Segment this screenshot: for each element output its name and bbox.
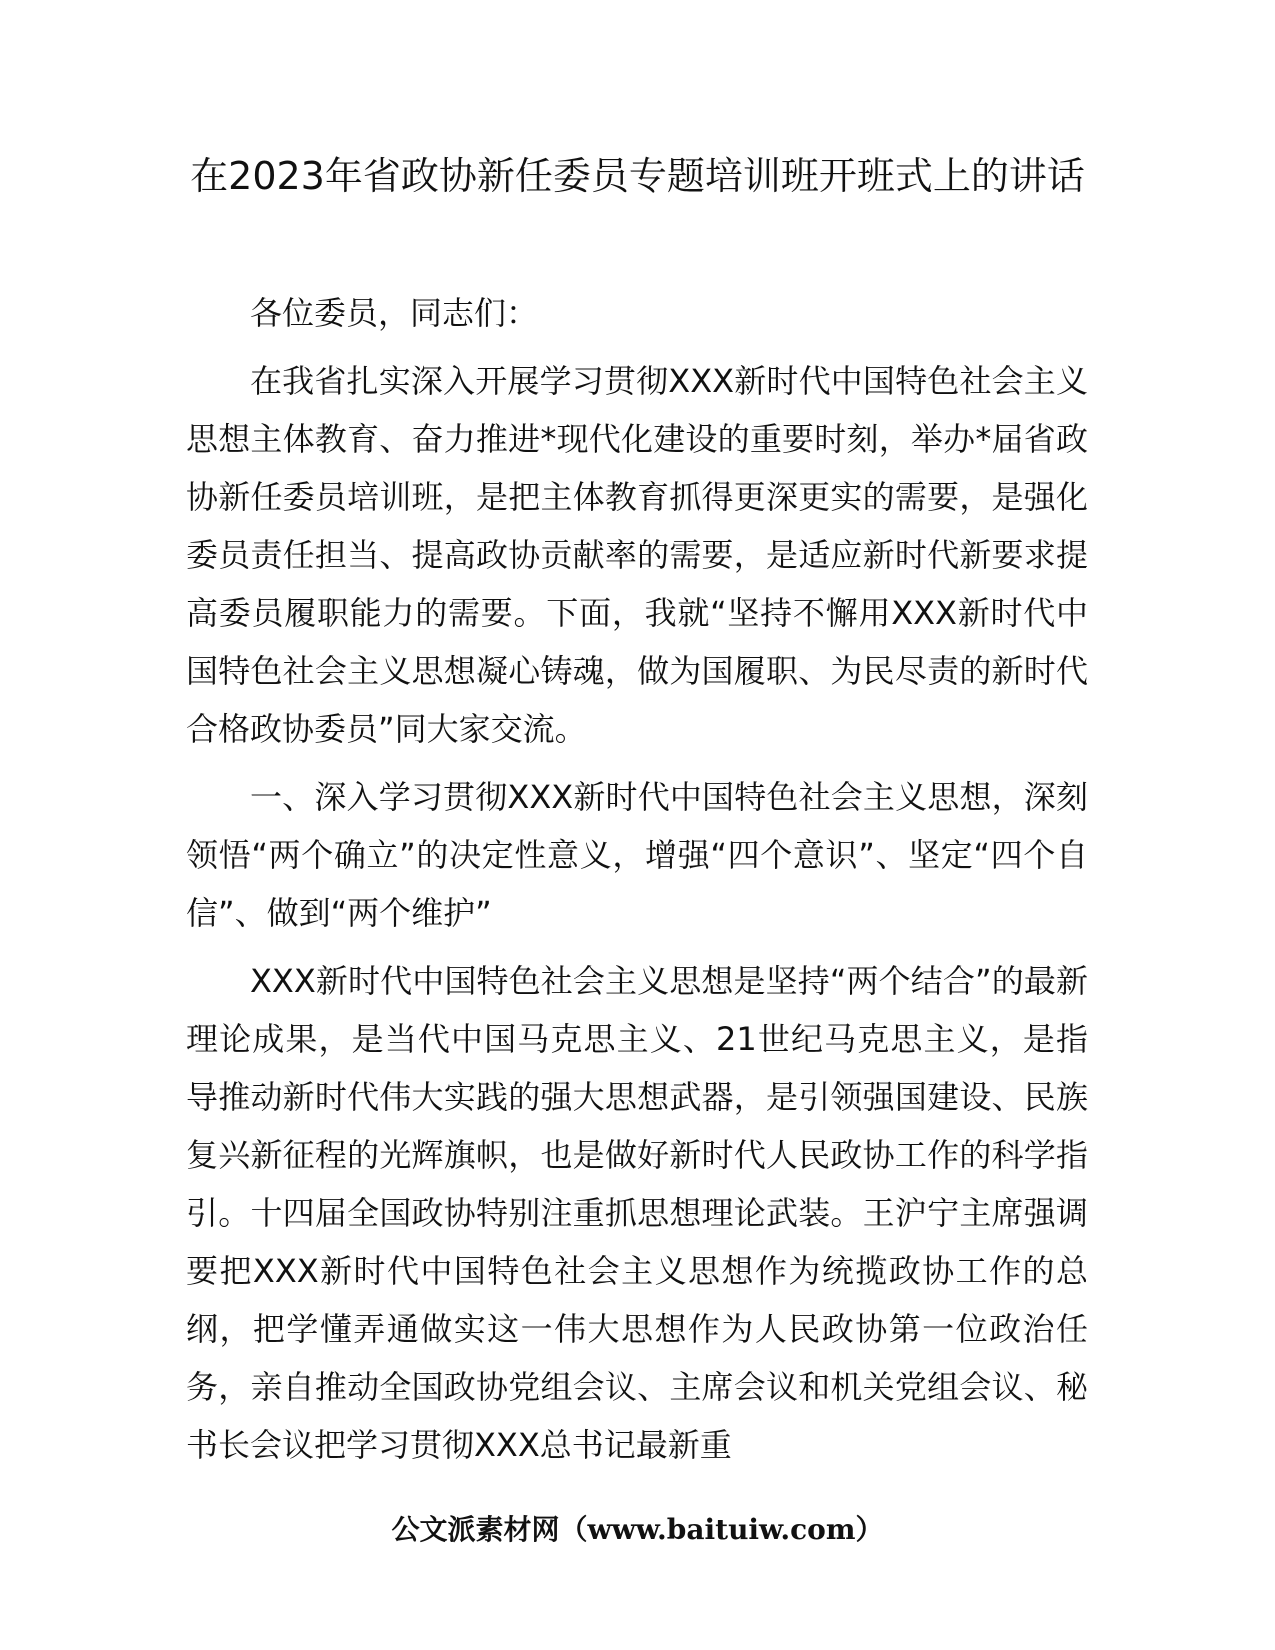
document-body (186, 284, 1088, 1484)
salutation: 各位委员，同志们： (250, 294, 539, 332)
footer-watermark: 公文派素材网（www.baituiw.com） (391, 1513, 884, 1546)
paragraph-intro: 在我省扎实深入开展学习贯彻XXX新时代中国特色社会主义思想主体教育、奋力推进*现代化建设的重要时刻，举办*届省政协新任委员培训班，是把主体教育抓得更深更实的需要，是强化委员责任担当、提高政协贡献率的需要，是适应新时代新要求提高委员履职能力的需要。下面，我就“坚持不懈用XXX新时代中国特色社会主义思想凝心铸魂，做为国履职、为民尽责的新时代合格政协委员”同大家交流。 (186, 362, 1088, 748)
document-title: 在2023年省政协新任委员专题培训班开班式上的讲话 (190, 154, 1085, 198)
paragraph-body: XXX新时代中国特色社会主义思想是坚持“两个结合”的最新理论成果，是当代中国马克思主义、21世纪马克思主义，是指导推动新时代伟大实践的强大思想武器，是引领强国建设、民族复兴新征程的光辉旗帜，也是做好新时代人民政协工作的科学指引。十四届全国政协特别注重抓思想理论武装。王沪宁主席强调要把XXX新时代中国特色社会主义思想作为统揽政协工作的总纲，把学懂弄通做实这一伟大思想作为人民政协第一位政治任务，亲自推动全国政协党组会议、主席会议和机关党组会议、秘书长会议把学习贯彻XXX总书记最新重 (186, 962, 1088, 1464)
section-heading-one: 一、深入学习贯彻XXX新时代中国特色社会主义思想，深刻领悟“两个确立”的决定性意义，增强“四个意识”、坚定“四个自信”、做到“两个维护” (186, 778, 1088, 932)
